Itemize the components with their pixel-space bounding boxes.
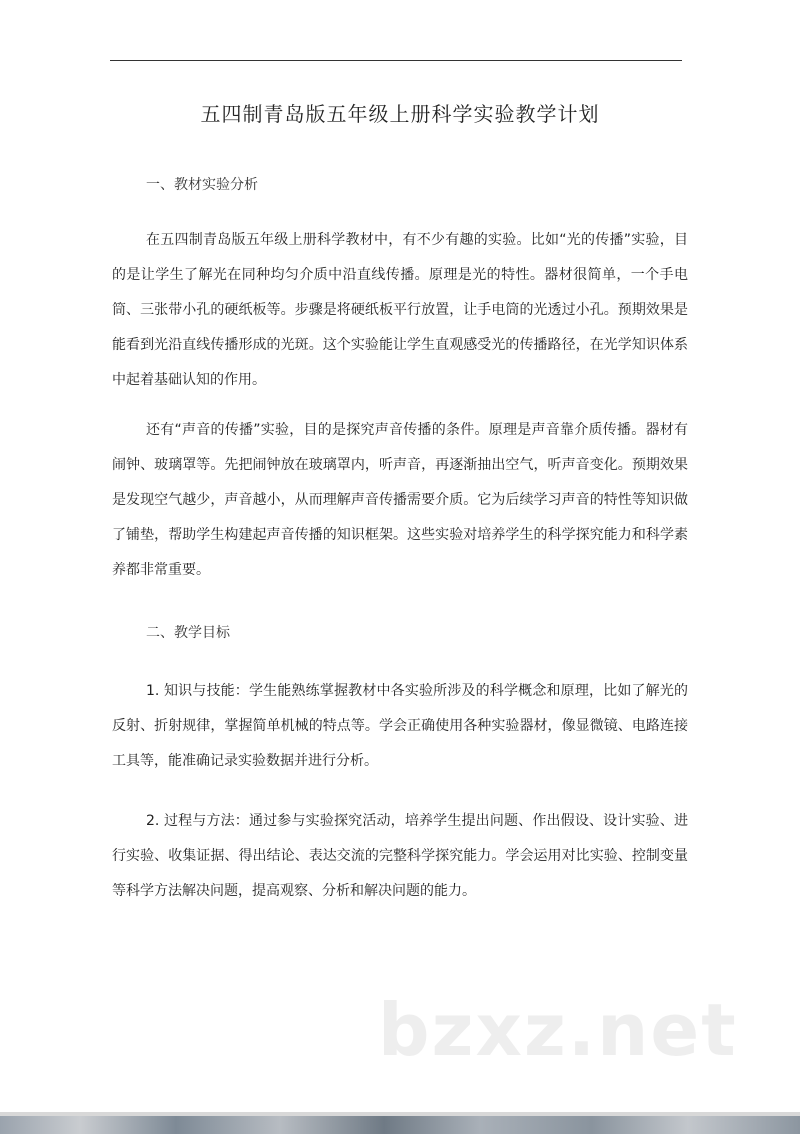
- document-title: 五四制青岛版五年级上册科学实验教学计划: [200, 102, 600, 126]
- background-strip: [0, 1116, 800, 1134]
- document-body: [112, 170, 688, 909]
- paragraph-light-experiment: 在五四制青岛版五年级上册科学教材中，有不少有趣的实验。比如“光的传播”实验，目的是让学生了解光在同种均匀介质中沿直线传播。原理是光的特性。器材很简单，一个手电筒、三张带小孔的硬纸板等。步骤是将硬纸板平行放置，让手电筒的光透过小孔。预期效果是能看到光沿直线传播形成的光斑。这个实验能让学生直观感受光的传播路径，在光学知识体系中起着基础认知的作用。: [112, 232, 688, 388]
- header-rule: [110, 60, 682, 61]
- paragraph-sound-experiment: 还有“声音的传播”实验，目的是探究声音传播的条件。原理是声音靠介质传播。器材有闹钟、玻璃罩等。先把闹钟放在玻璃罩内，听声音，再逐渐抽出空气，听声音变化。预期效果是发现空气越少，声音越小，从而理解声音传播需要介质。它为后续学习声音的特性等知识做了铺垫，帮助学生构建起声音传播的知识框架。这些实验对培养学生的科学探究能力和科学素养都非常重要。: [112, 422, 688, 578]
- section-heading-analysis: 一、教材实验分析: [146, 177, 258, 193]
- site-watermark: bzxz.net: [378, 988, 738, 1072]
- paragraph-goal-process: 2. 过程与方法：通过参与实验探究活动，培养学生提出问题、作出假设、设计实验、进行实验、收集证据、得出结论、表达交流的完整科学探究能力。学会运用对比实验、控制变量等科学方法解决问题，提高观察、分析和解决问题的能力。: [112, 813, 688, 899]
- paragraph-goal-knowledge: 1. 知识与技能：学生能熟练掌握教材中各实验所涉及的科学概念和原理，比如了解光的反射、折射规律，掌握简单机械的特点等。学会正确使用各种实验器材，像显微镜、电路连接工具等，能准确记录实验数据并进行分析。: [112, 683, 688, 769]
- section-heading-goals: 二、教学目标: [146, 625, 230, 641]
